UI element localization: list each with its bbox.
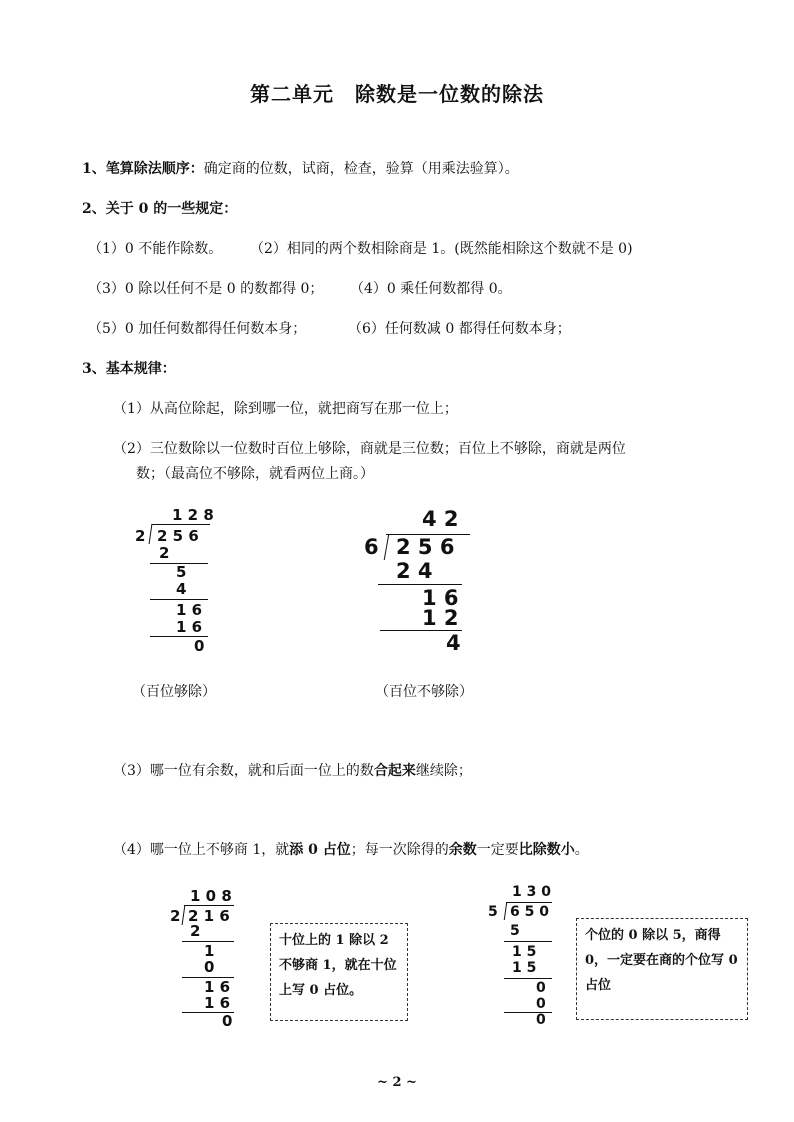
section-1-head: 1、笔算除法顺序：	[82, 161, 204, 177]
text-bold: 比除数小	[518, 842, 575, 858]
rule-p2a: （2）三位数除以一位数时百位上够除，商就是三位数；百位上不够除，商就是两位	[113, 441, 626, 457]
dividend: 2 1 6	[188, 907, 230, 925]
text-bold: 添 0 占位	[289, 842, 351, 858]
quotient: 1 0 8	[190, 887, 232, 905]
page-number: ~ 2 ~	[377, 1075, 417, 1090]
text-bold: 合起来	[373, 763, 416, 779]
quotient: 4 2	[422, 507, 459, 531]
rule-p3	[113, 760, 472, 780]
dividend: 6 5 0	[510, 904, 549, 920]
text: （4）哪一位上不够商 1，就	[113, 842, 290, 858]
dividend: 2 5 6	[396, 535, 455, 559]
text: 。	[574, 842, 589, 858]
step: 2 4	[396, 559, 433, 583]
step: 0	[222, 1012, 233, 1030]
page-title: 第二单元 除数是一位数的除法	[250, 82, 544, 106]
step: 5	[510, 923, 520, 939]
step: 0	[536, 1012, 546, 1028]
section-3-head: 3、基本规律：	[82, 361, 176, 377]
step: 1 2	[422, 606, 459, 630]
section-1-body: 确定商的位数，试商，检查，验算（用乘法验算）。	[203, 161, 519, 177]
step: 1 6	[204, 994, 231, 1012]
step: 4	[176, 580, 187, 598]
step: 1	[204, 942, 215, 960]
step: 1 5	[512, 944, 537, 960]
dividend: 2 5 6	[157, 527, 199, 545]
note-box-1: 十位上的 1 除以 2 不够商 1，就在十位上写 0 占位。	[270, 923, 408, 1021]
step: 1 6	[176, 601, 203, 619]
rule-2: （2）相同的两个数相除商是 1。(既然能相除这个数就不是 0)	[250, 241, 633, 257]
step: 1 6	[422, 586, 459, 610]
divisor: 2	[135, 527, 146, 545]
text: 一定要	[476, 842, 519, 858]
rule-4: （4）0 乘任何数都得 0。	[350, 281, 512, 297]
step: 1 6	[204, 978, 231, 996]
step: 0	[204, 958, 215, 976]
rule-5: （5）0 加任何数都得任何数本身；	[88, 321, 307, 337]
step: 2	[190, 922, 201, 940]
text-bold: 余数	[448, 842, 477, 858]
rule-p1: （1）从高位除起，除到哪一位，就把商写在那一位上；	[113, 401, 458, 417]
divisor: 2	[170, 907, 181, 925]
quotient: 1 3 0	[512, 884, 551, 900]
step: 0	[536, 980, 546, 996]
divisor: 5	[488, 904, 498, 920]
note-box-2: 个位的 0 除以 5，商得 0，一定要在商的个位写 0 占位	[576, 918, 748, 1020]
step: 0	[536, 996, 546, 1012]
section-1	[82, 158, 519, 178]
text: （3）哪一位有余数，就和后面一位上的数	[113, 763, 374, 779]
step: 1 6	[176, 618, 203, 636]
text: ；每一次除得的	[350, 842, 449, 858]
step: 4	[446, 631, 461, 655]
text: 继续除；	[415, 763, 472, 779]
step: 0	[194, 637, 205, 655]
step: 2	[159, 544, 170, 562]
rule-3: （3）0 除以任何不是 0 的数都得 0；	[88, 281, 324, 297]
step: 1 5	[512, 960, 537, 976]
rule-p4	[113, 839, 589, 859]
quotient: 1 2 8	[172, 506, 214, 524]
section-2-head: 2、关于 0 的一些规定：	[82, 201, 238, 217]
divisor: 6	[364, 535, 379, 559]
step: 5	[176, 563, 187, 581]
caption-1: （百位够除）	[132, 684, 216, 700]
rule-1: （1）0 不能作除数。	[88, 241, 223, 257]
caption-2: （百位不够除）	[375, 684, 473, 700]
rule-6: （6）任何数减 0 都得任何数本身；	[348, 321, 571, 337]
rule-p2b: 数；（最高位不够除，就看两位上商。）	[136, 466, 374, 482]
